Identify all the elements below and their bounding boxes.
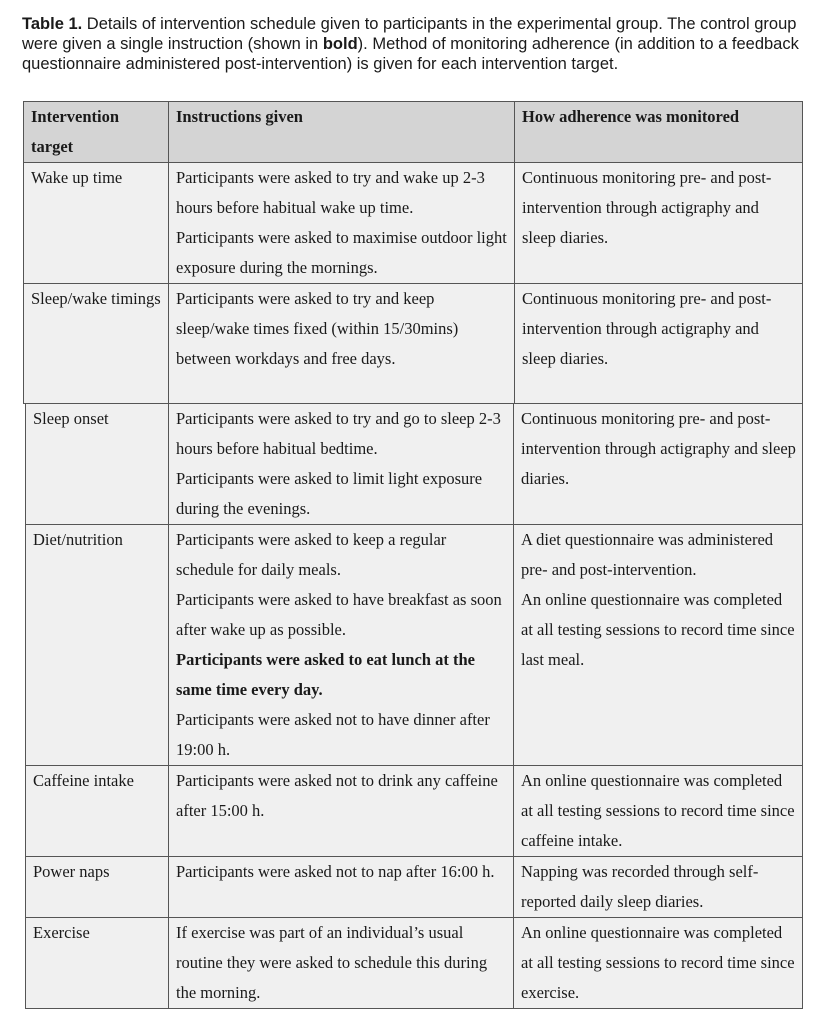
adherence-monitoring-cell xyxy=(514,525,803,766)
monitoring-text: A diet questionnaire was administered pre- and post-intervention. xyxy=(521,530,774,579)
table-row xyxy=(24,163,803,284)
instruction-text: Participants were asked not to nap after 16:00 h. xyxy=(176,862,495,881)
instruction-text: Participants were asked to try and go to sleep 2-3 hours before habitual bedtime. xyxy=(176,409,501,458)
intervention-target-cell: Diet/nutrition xyxy=(26,525,169,766)
instructions-cell xyxy=(169,525,514,766)
instructions-cell xyxy=(169,918,514,1009)
instructions-cell xyxy=(169,404,514,525)
monitoring-text: Continuous monitoring pre- and post-intervention through actigraphy and sleep diaries. xyxy=(521,409,796,488)
intervention-target-cell: Wake up time xyxy=(24,163,169,284)
monitoring-text: An online questionnaire was completed at all testing sessions to record time since exercise. xyxy=(521,923,795,1002)
adherence-monitoring-cell xyxy=(514,766,803,857)
table-row xyxy=(26,918,803,1009)
intervention-table-part-2 xyxy=(25,403,803,1009)
header-instructions-given: Instructions given xyxy=(169,102,515,163)
adherence-monitoring-cell xyxy=(514,857,803,918)
instruction-text: Participants were asked to try and keep sleep/wake times fixed (within 15/30mins) between workdays and free days. xyxy=(176,289,459,368)
instruction-text: If exercise was part of an individual’s usual routine they were asked to schedule this during the morning. xyxy=(176,923,488,1002)
instruction-text: Participants were asked to maximise outdoor light exposure during the mornings. xyxy=(176,228,507,277)
instruction-text: Participants were asked to have breakfast as soon after wake up as possible. xyxy=(176,590,502,639)
instruction-text: Participants were asked to limit light exposure during the evenings. xyxy=(176,469,483,518)
caption-bold-word: bold xyxy=(322,35,358,53)
table-header-row xyxy=(24,102,803,163)
table-row xyxy=(24,284,803,404)
instruction-text: Participants were asked to keep a regular schedule for daily meals. xyxy=(176,530,447,579)
header-intervention-target: Intervention target xyxy=(24,102,169,163)
instructions-cell xyxy=(169,163,515,284)
intervention-target-cell: Sleep onset xyxy=(26,404,169,525)
instruction-text: Participants were asked to try and wake up 2-3 hours before habitual wake up time. xyxy=(176,168,485,217)
intervention-target-cell: Exercise xyxy=(26,918,169,1009)
table-caption xyxy=(22,14,812,74)
instruction-text: Participants were asked not to drink any caffeine after 15:00 h. xyxy=(176,771,498,820)
intervention-target-cell: Power naps xyxy=(26,857,169,918)
monitoring-text: An online questionnaire was completed at all testing sessions to record time since caffeine intake. xyxy=(521,771,795,850)
monitoring-text: Continuous monitoring pre- and post-intervention through actigraphy and sleep diaries. xyxy=(522,289,772,368)
adherence-monitoring-cell xyxy=(514,918,803,1009)
control-group-instruction: Participants were asked to eat lunch at the same time every day. xyxy=(176,650,475,699)
monitoring-text: Napping was recorded through self-reported daily sleep diaries. xyxy=(521,862,759,911)
table-row xyxy=(26,525,803,766)
monitoring-text: An online questionnaire was completed at all testing sessions to record time since last meal. xyxy=(521,590,795,669)
intervention-target-cell: Caffeine intake xyxy=(26,766,169,857)
table-row xyxy=(26,404,803,525)
caption-label: Table 1. xyxy=(22,15,83,33)
adherence-monitoring-cell xyxy=(515,284,803,404)
adherence-monitoring-cell xyxy=(514,404,803,525)
instructions-cell xyxy=(169,857,514,918)
instructions-cell xyxy=(169,766,514,857)
caption-text-1: Details of intervention schedule given to participants in the experimental group. The control group were given a single instruction (shown in xyxy=(22,15,797,53)
intervention-target-cell: Sleep/wake timings xyxy=(24,284,169,404)
intervention-table-part-1 xyxy=(23,101,803,404)
monitoring-text: Continuous monitoring pre- and post-intervention through actigraphy and sleep diaries. xyxy=(522,168,772,247)
table-row xyxy=(26,857,803,918)
instructions-cell xyxy=(169,284,515,404)
table-row xyxy=(26,766,803,857)
instruction-text: Participants were asked not to have dinner after 19:00 h. xyxy=(176,710,490,759)
caption-text-2: ). Method of monitoring adherence (in addition to a feedback questionnaire administered post-intervention) is given for each intervention target. xyxy=(22,35,799,73)
adherence-monitoring-cell xyxy=(515,163,803,284)
header-adherence-monitoring: How adherence was monitored xyxy=(515,102,803,163)
